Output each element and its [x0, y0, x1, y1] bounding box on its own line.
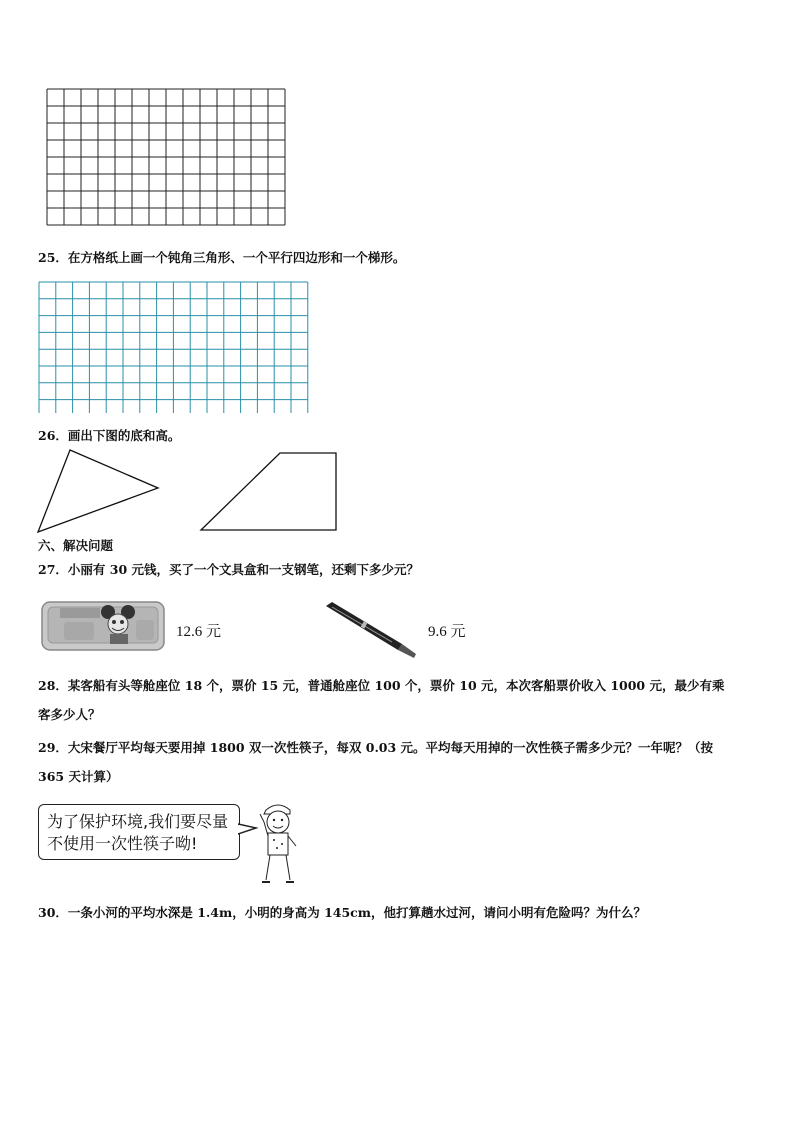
triangle-shape — [38, 450, 158, 532]
fountain-pen-image — [322, 598, 422, 660]
pen-price: 9.6 元 — [428, 624, 466, 640]
question-30: 30．一条小河的平均水深是 1.4m，小明的身高为 145cm，他打算趟水过河，请问小明有危险吗？为什么？ — [38, 905, 647, 920]
shapes-figure — [34, 448, 344, 534]
question-26: 26．画出下图的底和高。 — [38, 428, 181, 443]
grid-paper-1 — [46, 88, 288, 228]
pencil-case-image — [40, 598, 168, 654]
section-heading: 六、解决问题 — [38, 538, 114, 553]
question-29-line1: 29．大宋餐厅平均每天要用掉 1800 双一次性筷子，每双 0.03 元。平均每天用掉的一次性筷子需多少元？一年呢？（按 — [38, 740, 714, 755]
boy-cartoon — [252, 800, 304, 888]
question-29-line2: 365 天计算） — [38, 769, 119, 784]
question-28-line1: 28．某客船有头等舱座位 18 个，票价 15 元，普通舱座位 100 个，票价 10 元，本次客船票价收入 1000 元，最少有乘 — [38, 678, 725, 693]
question-28-line2: 客多少人？ — [38, 707, 101, 722]
grid-paper-2 — [38, 281, 314, 413]
question-27: 27．小丽有 30 元钱，买了一个文具盒和一支钢笔，还剩下多少元？ — [38, 562, 419, 577]
trapezoid-shape — [201, 453, 336, 530]
pencil-case-price: 12.6 元 — [176, 624, 222, 640]
speech-bubble — [38, 804, 240, 860]
bubble-line-1: 为了保护环境,我们要尽量 — [47, 812, 229, 831]
bubble-line-2: 不使用一次性筷子呦! — [47, 834, 198, 853]
question-25: 25．在方格纸上画一个钝角三角形、一个平行四边形和一个梯形。 — [38, 250, 406, 265]
